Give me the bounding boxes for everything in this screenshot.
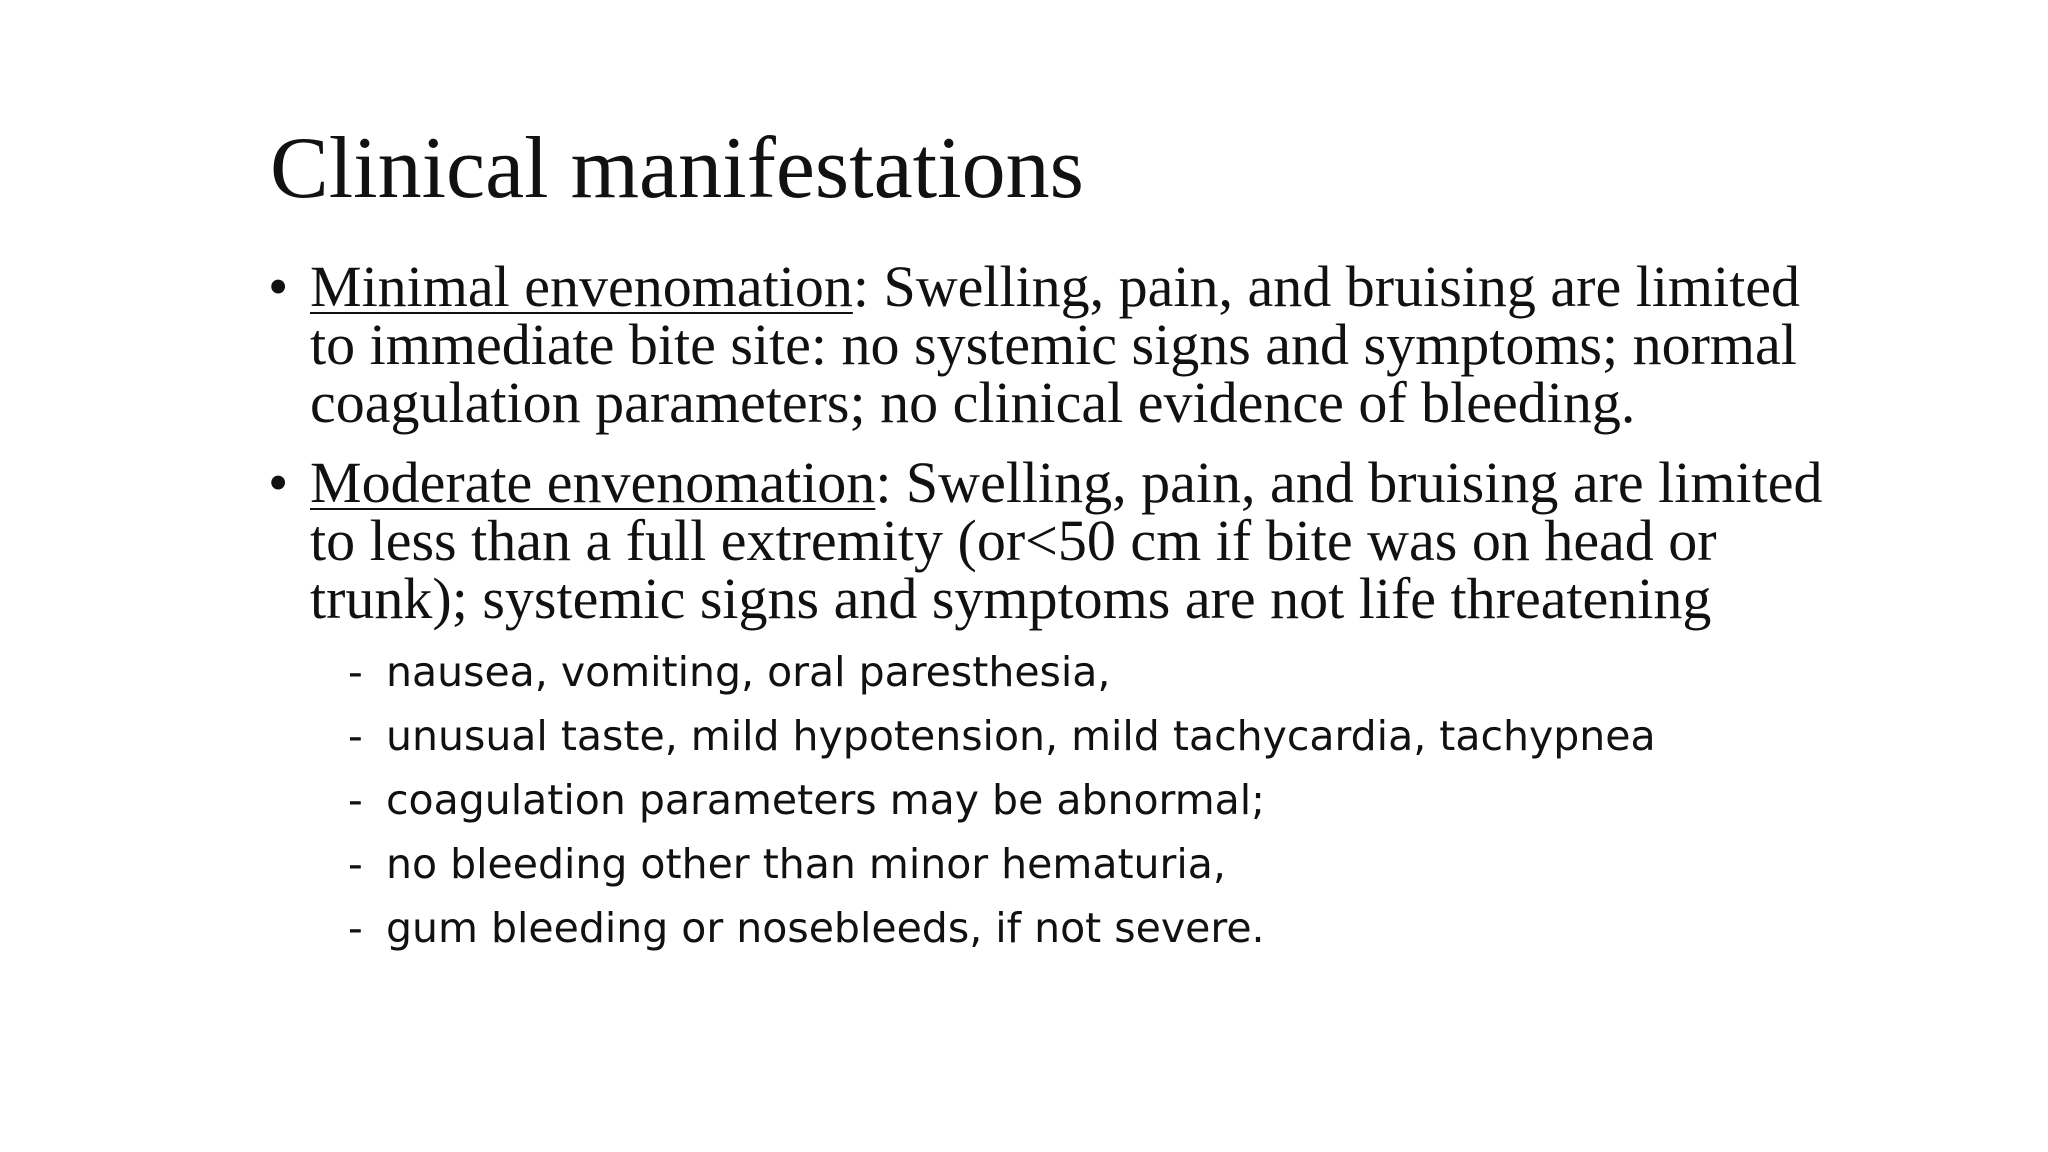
sub-bullet-marker: -	[348, 712, 363, 760]
sub-bullet-list	[310, 640, 1828, 960]
bullet-text: : Swelling, pain, and bruising are limited to less than a full extremity (or<50 cm if bite was on head or trunk); systemic signs and symptoms are not life threatening	[310, 450, 1823, 631]
sub-bullet-text: gum bleeding or nosebleeds, if not severe.	[386, 904, 1265, 952]
sub-bullet-item	[310, 704, 1828, 768]
bullet-term: Moderate envenomation	[310, 450, 876, 515]
bullet-minimal-envenomation	[268, 254, 1828, 435]
sub-bullet-marker: -	[348, 840, 363, 888]
sub-bullet-text: coagulation parameters may be abnormal;	[386, 776, 1265, 824]
sub-bullet-item	[310, 896, 1828, 960]
slide-title: Clinical manifestations	[270, 120, 1084, 217]
bullet-list	[268, 254, 1828, 960]
sub-bullet-item	[310, 768, 1828, 832]
sub-bullet-marker: -	[348, 904, 363, 952]
bullet-term: Minimal envenomation	[310, 254, 853, 319]
sub-bullet-text: unusual taste, mild hypotension, mild tachycardia, tachypnea	[386, 712, 1656, 760]
bullet-text: : Swelling, pain, and bruising are limited to immediate bite site: no systemic signs and symptoms; normal coagulation parameters; no clinical evidence of bleeding.	[310, 254, 1801, 435]
sub-bullet-item	[310, 832, 1828, 896]
sub-bullet-text: nausea, vomiting, oral paresthesia,	[386, 648, 1111, 696]
sub-bullet-marker: -	[348, 776, 363, 824]
bullet-marker: •	[268, 254, 289, 319]
sub-bullet-item	[310, 640, 1828, 704]
bullet-moderate-envenomation	[268, 450, 1828, 960]
sub-bullet-text: no bleeding other than minor hematuria,	[386, 840, 1226, 888]
bullet-marker: •	[268, 450, 289, 515]
sub-bullet-marker: -	[348, 648, 363, 696]
